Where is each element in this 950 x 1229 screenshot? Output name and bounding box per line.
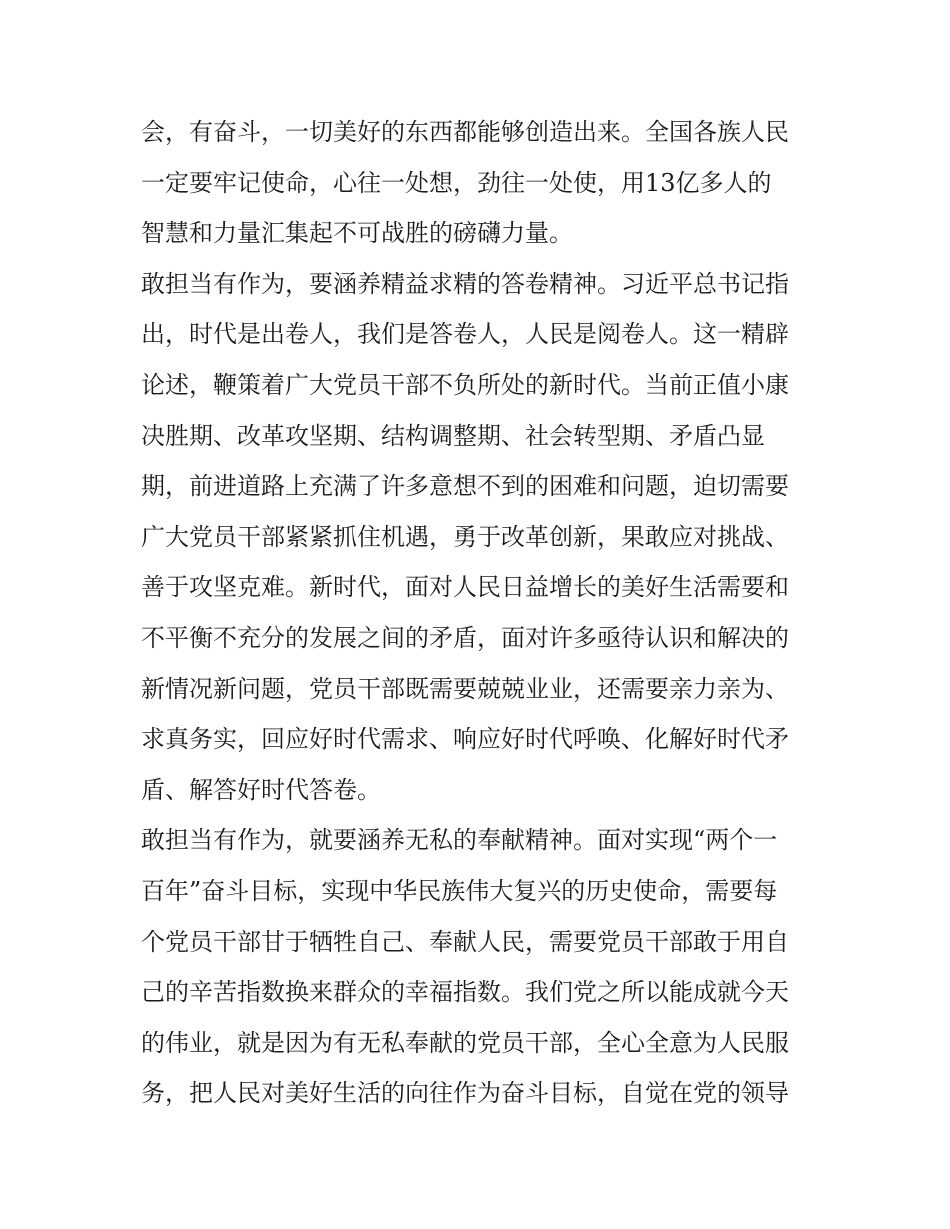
text-line: 善于攻坚克难。新时代，面对人民日益增长的美好生活需要和 <box>141 573 789 602</box>
text-line: 会，有奋斗，一切美好的东西都能够创造出来。全国各族人民 <box>141 118 789 146</box>
text-line: 务，把人民对美好生活的向往作为奋斗目标，自觉在党的领导 <box>141 1079 789 1108</box>
text-line: 智慧和力量汇集起不可战胜的磅礴力量。 <box>141 219 573 248</box>
text-line: 一定要牢记使命，心往一处想，劲往一处使，用13亿多人的 <box>141 168 772 197</box>
text-line: 敢担当有作为，要涵养精益求精的答卷精神。习近平总书记指 <box>141 269 789 298</box>
body-text <box>141 107 821 1119</box>
text-line: 新情况新问题，党员干部既需要兢兢业业，还需要亲力亲为、 <box>141 674 789 703</box>
text-line: 敢担当有作为，就要涵养无私的奉献精神。面对实现“两个一 <box>141 826 778 855</box>
text-line: 不平衡不充分的发展之间的矛盾，面对许多亟待认识和解决的 <box>141 623 789 652</box>
text-line: 论述，鞭策着广大党员干部不负所处的新时代。当前正值小康 <box>141 370 789 399</box>
text-line: 的伟业，就是因为有无私奉献的党员干部，全心全意为人民服 <box>141 1028 789 1057</box>
text-line: 个党员干部甘于牺牲自己、奉献人民，需要党员干部敢于用自 <box>141 927 789 956</box>
text-line: 出，时代是出卷人，我们是答卷人，人民是阅卷人。这一精辟 <box>141 320 789 349</box>
text-line: 盾、解答好时代答卷。 <box>141 775 381 804</box>
text-line: 求真务实，回应好时代需求、响应好时代呼唤、化解好时代矛 <box>141 725 789 754</box>
text-line: 己的辛苦指数换来群众的幸福指数。我们党之所以能成就今天 <box>141 978 789 1007</box>
text-line: 广大党员干部紧紧抓住机遇，勇于改革创新，果敢应对挑战、 <box>141 522 789 551</box>
text-line: 决胜期、改革攻坚期、结构调整期、社会转型期、矛盾凸显 <box>141 421 765 450</box>
text-line: 百年”奋斗目标，实现中华民族伟大复兴的历史使命，需要每 <box>141 876 778 905</box>
text-line: 期，前进道路上充满了许多意想不到的困难和问题，迫切需要 <box>141 472 789 501</box>
